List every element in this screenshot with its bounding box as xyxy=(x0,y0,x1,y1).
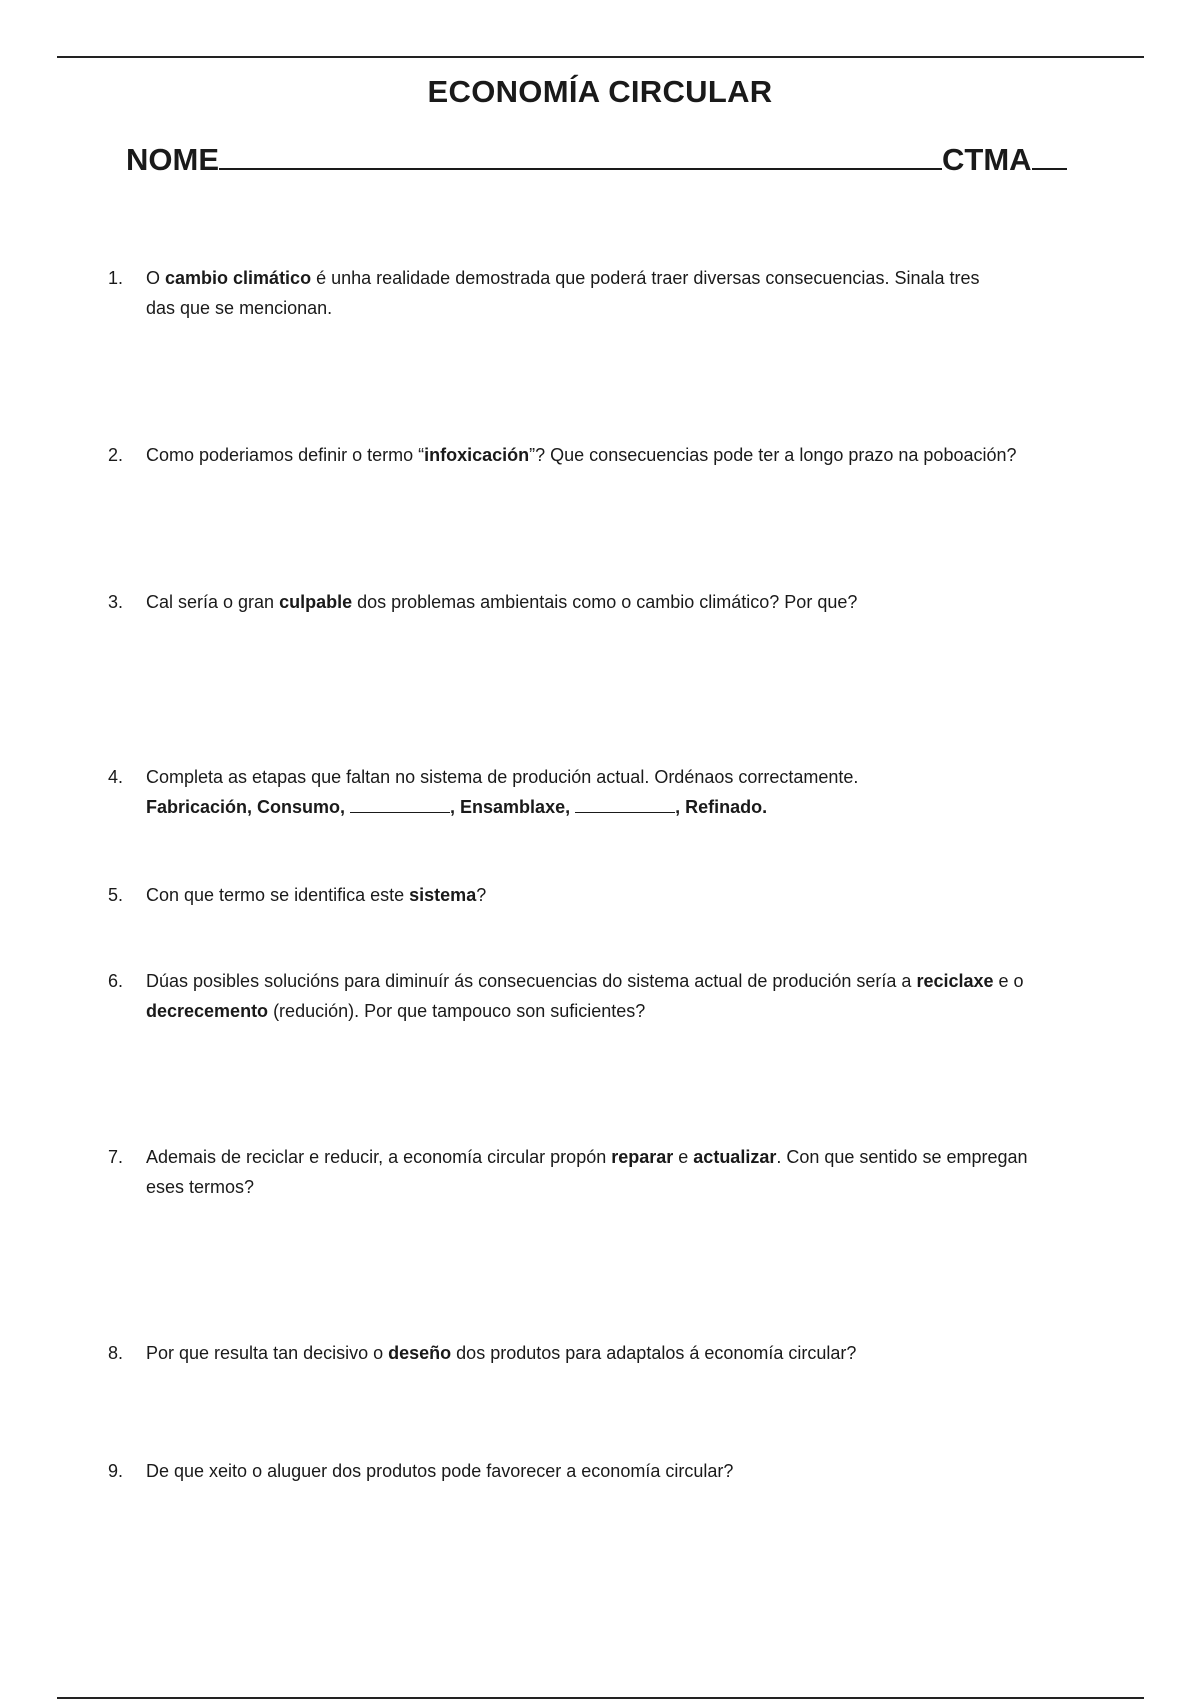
question-number: 3. xyxy=(108,592,124,612)
question-keyword: reparar xyxy=(611,1147,674,1167)
name-blank[interactable] xyxy=(219,138,942,170)
question-text-run: Por que resulta tan decisivo o xyxy=(146,1343,389,1363)
question-number: 6. xyxy=(108,971,124,991)
question-text-run: e xyxy=(673,1147,694,1167)
question-number: 5. xyxy=(108,885,124,905)
class-blank[interactable] xyxy=(1032,138,1067,170)
question-keyword: infoxicación xyxy=(424,445,530,465)
question-8 xyxy=(108,1338,1138,1368)
question-number: 2. xyxy=(108,445,124,465)
stage-text: , Refinado. xyxy=(675,797,768,817)
question-text-run: ? xyxy=(476,885,487,905)
question-text-run: ”? Que consecuencias pode ter a longo prazo na poboación? xyxy=(529,445,1017,465)
question-number: 9. xyxy=(108,1461,124,1481)
name-label: NOME xyxy=(126,142,219,177)
question-text-run: dos produtos para adaptalos á economía circular? xyxy=(451,1343,857,1363)
question-text-run: . Con que sentido se empregan eses termos? xyxy=(146,1147,1028,1197)
question-text-run: Como poderiamos definir o termo “ xyxy=(146,445,425,465)
question-text-run: (redución). Por que tampouco son suficientes? xyxy=(268,1001,646,1021)
question-keyword: actualizar xyxy=(693,1147,777,1167)
question-text-run: Con que termo se identifica este xyxy=(146,885,410,905)
question-keyword: culpable xyxy=(279,592,353,612)
question-text xyxy=(146,762,1138,792)
question-keyword: decrecemento xyxy=(146,1001,269,1021)
question-text xyxy=(146,1142,1066,1202)
question-number: 7. xyxy=(108,1147,124,1167)
stage-text: Fabricación, Consumo, xyxy=(146,797,351,817)
question-text-run: Cal sería o gran xyxy=(146,592,280,612)
class-label: CTMA xyxy=(942,142,1032,177)
question-keyword: reciclaxe xyxy=(916,971,994,991)
question-text-run: Ademais de reciclar e reducir, a economía circular propón xyxy=(146,1147,612,1167)
name-line xyxy=(126,138,1076,178)
question-text-run: é unha realidade demostrada que poderá traer diversas consecuencias. Sinala tres das que se mencionan. xyxy=(146,268,980,318)
question-9 xyxy=(108,1456,1138,1486)
question-2 xyxy=(108,440,1138,470)
question-text-run: De que xeito o aluguer dos produtos pode favorecer a economía circular? xyxy=(146,1461,734,1481)
stage-blank-1[interactable] xyxy=(350,794,450,813)
bottom-rule xyxy=(57,1697,1144,1699)
question-text xyxy=(146,587,1138,617)
question-text-run: dos problemas ambientais como o cambio climático? Por que? xyxy=(352,592,858,612)
page-title: ECONOMÍA CIRCULAR xyxy=(427,74,773,109)
question-6 xyxy=(108,966,1138,1026)
question-text-run: Dúas posibles solucións para diminuír ás consecuencias do sistema actual de produción sería a xyxy=(146,971,917,991)
question-text xyxy=(146,440,1138,470)
question-keyword: cambio climático xyxy=(165,268,312,288)
stage-text: , Ensamblaxe, xyxy=(450,797,576,817)
question-number: 1. xyxy=(108,268,124,288)
question-text-run: O xyxy=(146,268,166,288)
question-number: 4. xyxy=(108,767,124,787)
question-text xyxy=(146,880,1138,910)
question-1 xyxy=(108,263,1138,323)
stage-blank-2[interactable] xyxy=(575,794,675,813)
question-number: 8. xyxy=(108,1343,124,1363)
top-rule xyxy=(57,56,1144,58)
question-keyword: sistema xyxy=(409,885,477,905)
question-7 xyxy=(108,1142,1138,1202)
question-text-run: e o xyxy=(993,971,1024,991)
question-text-run: Completa as etapas que faltan no sistema de produción actual. Ordénaos correctamente. xyxy=(146,767,859,787)
question-text xyxy=(146,1456,1138,1486)
question-text xyxy=(146,263,996,323)
question-text xyxy=(146,966,1126,1026)
question-3 xyxy=(108,587,1138,617)
question-keyword: deseño xyxy=(388,1343,452,1363)
question-4 xyxy=(108,762,1138,822)
question-5 xyxy=(108,880,1138,910)
production-stages xyxy=(146,792,1138,822)
question-text xyxy=(146,1338,1138,1368)
